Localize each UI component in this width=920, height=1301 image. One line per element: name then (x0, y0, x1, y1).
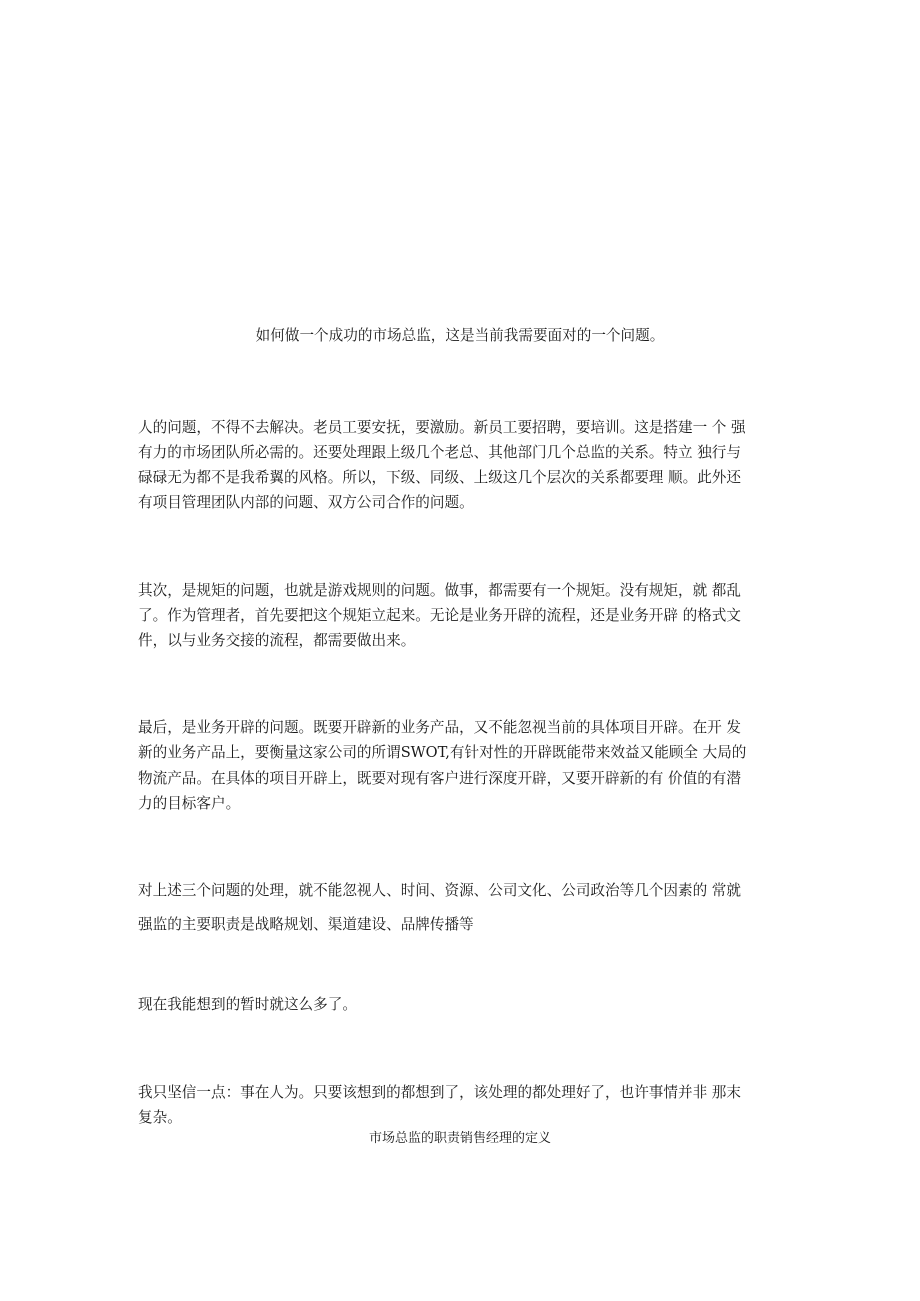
paragraph-line: 物流产品。在具体的项目开辟上，既要对现有客户进行深度开辟，又要开辟新的有 价值的有潜 (138, 770, 741, 787)
paragraph-line: 强监的主要职责是战略规划、渠道建设、品牌传播等 (138, 916, 474, 933)
paragraph-line: 碌碌无为都不是我希翼的风格。所以，下级、同级、上级这几个层次的关系都要理 顺。此外还 (138, 469, 741, 486)
paragraph-line: 对上述三个问题的处理，就不能忽视人、时间、资源、公司文化、公司政治等几个因素的 常就 (138, 882, 741, 899)
paragraph-line: 其次，是规矩的问题，也就是游戏规则的问题。做事，都需要有一个规矩。没有规矩，就 都乱 (138, 582, 741, 599)
paragraph-line: 最后，是业务开辟的问题。既要开辟新的业务产品，又不能忽视当前的具体项目开辟。在开 发 (138, 719, 741, 736)
paragraph-line: 现在我能想到的暂时就这么多了。 (138, 996, 357, 1013)
paragraph-line: 件，以与业务交接的流程，都需要做出来。 (138, 632, 416, 649)
paragraph-line: 力的目标客户。 (138, 795, 241, 812)
paragraph-line: 有力的市场团队所必需的。还要处理跟上级几个老总、其他部门几个总监的关系。特立 独行与 (138, 444, 741, 461)
document-caption: 市场总监的职责销售经理的定义 (368, 1131, 551, 1146)
paragraph-line: 人的问题，不得不去解决。老员工要安抚，要激励。新员工要招聘，要培训。这是搭建一 个 强 (138, 419, 746, 436)
paragraph-line: 复杂。 (138, 1109, 182, 1126)
paragraph-line: 新的业务产品上，要衡量这家公司的所谓SWOT,有针对性的开辟既能带来效益又能顾全 大局的 (138, 744, 747, 761)
paragraph-line: 有项目管理团队内部的问题、双方公司合作的问题。 (138, 494, 474, 511)
document-title: 如何做一个成功的市场总监，这是当前我需要面对的一个问题。 (255, 327, 665, 344)
paragraph-line: 我只坚信一点：事在人为。只要该想到的都想到了，该处理的都处理好了，也许事情并非 那末 (138, 1084, 741, 1101)
paragraph-line: 了。作为管理者，首先要把这个规矩立起来。无论是业务开辟的流程，还是业务开辟 的格式文 (138, 607, 741, 624)
